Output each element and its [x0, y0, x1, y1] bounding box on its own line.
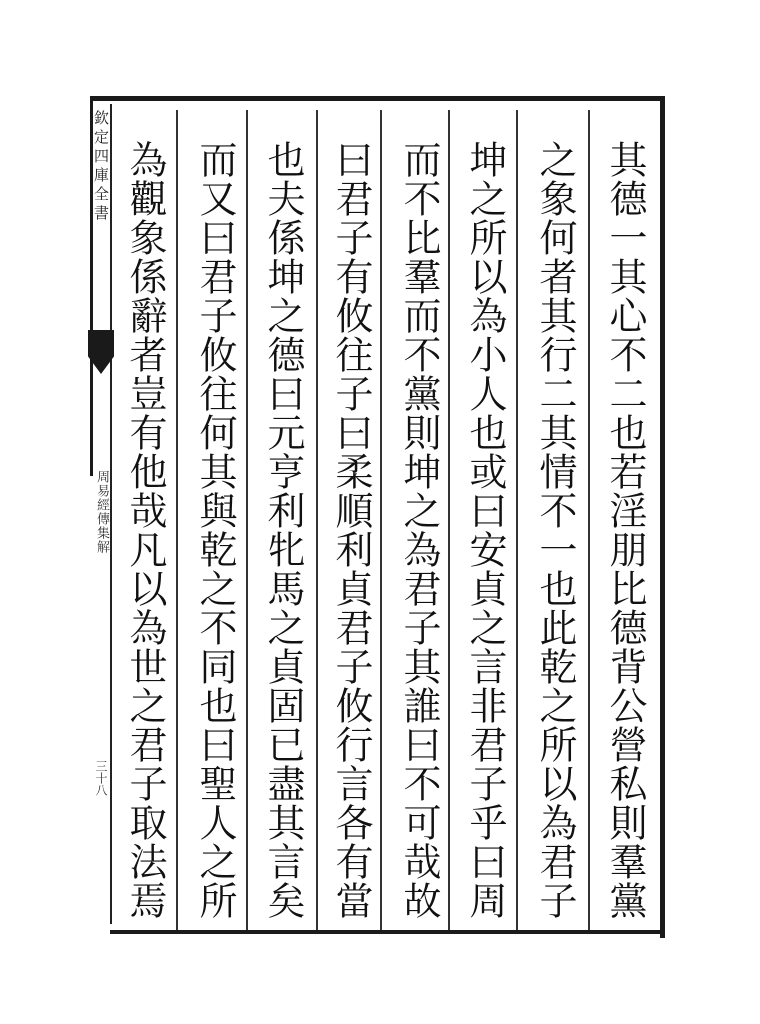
text-column-1: 其德一其心不二也若淫朋比德背公營私則羣黨 — [603, 140, 647, 920]
column-separator — [448, 110, 450, 930]
text-column-7: 而又曰君子攸往何其與乾之不同也曰聖人之所 — [193, 140, 237, 920]
text-column-6: 也夫係坤之德曰元亨利牝馬之貞固已盡其言矣 — [261, 140, 305, 920]
column-separator — [246, 110, 248, 930]
column-separator — [516, 110, 518, 930]
text-column-5: 曰君子有攸往子曰柔順利貞君子攸行言各有當 — [329, 140, 373, 920]
margin-page-number: 三十八 — [94, 760, 108, 796]
text-column-2: 之象何者其行二其情不一也此乾之所以為君子 — [533, 140, 577, 920]
column-separator — [316, 110, 318, 930]
column-separator — [380, 110, 382, 930]
margin-collection-title: 欽定四庫全書 — [92, 110, 110, 224]
margin-book-title: 周易經傳集解 — [94, 470, 109, 554]
frame-top-border — [90, 96, 664, 101]
frame-right-border — [660, 96, 665, 938]
text-column-8: 為觀象係辭者豈有他哉凡以為世之君子取法焉 — [123, 140, 167, 920]
column-separator — [176, 110, 178, 930]
frame-bottom-border — [110, 930, 664, 934]
text-column-4: 而不比羣而不黨則坤之為君子其誰曰不可哉故 — [397, 140, 441, 920]
text-column-3: 坤之所以為小人也或曰安貞之言非君子乎曰周 — [463, 140, 507, 920]
column-separator — [588, 110, 590, 930]
